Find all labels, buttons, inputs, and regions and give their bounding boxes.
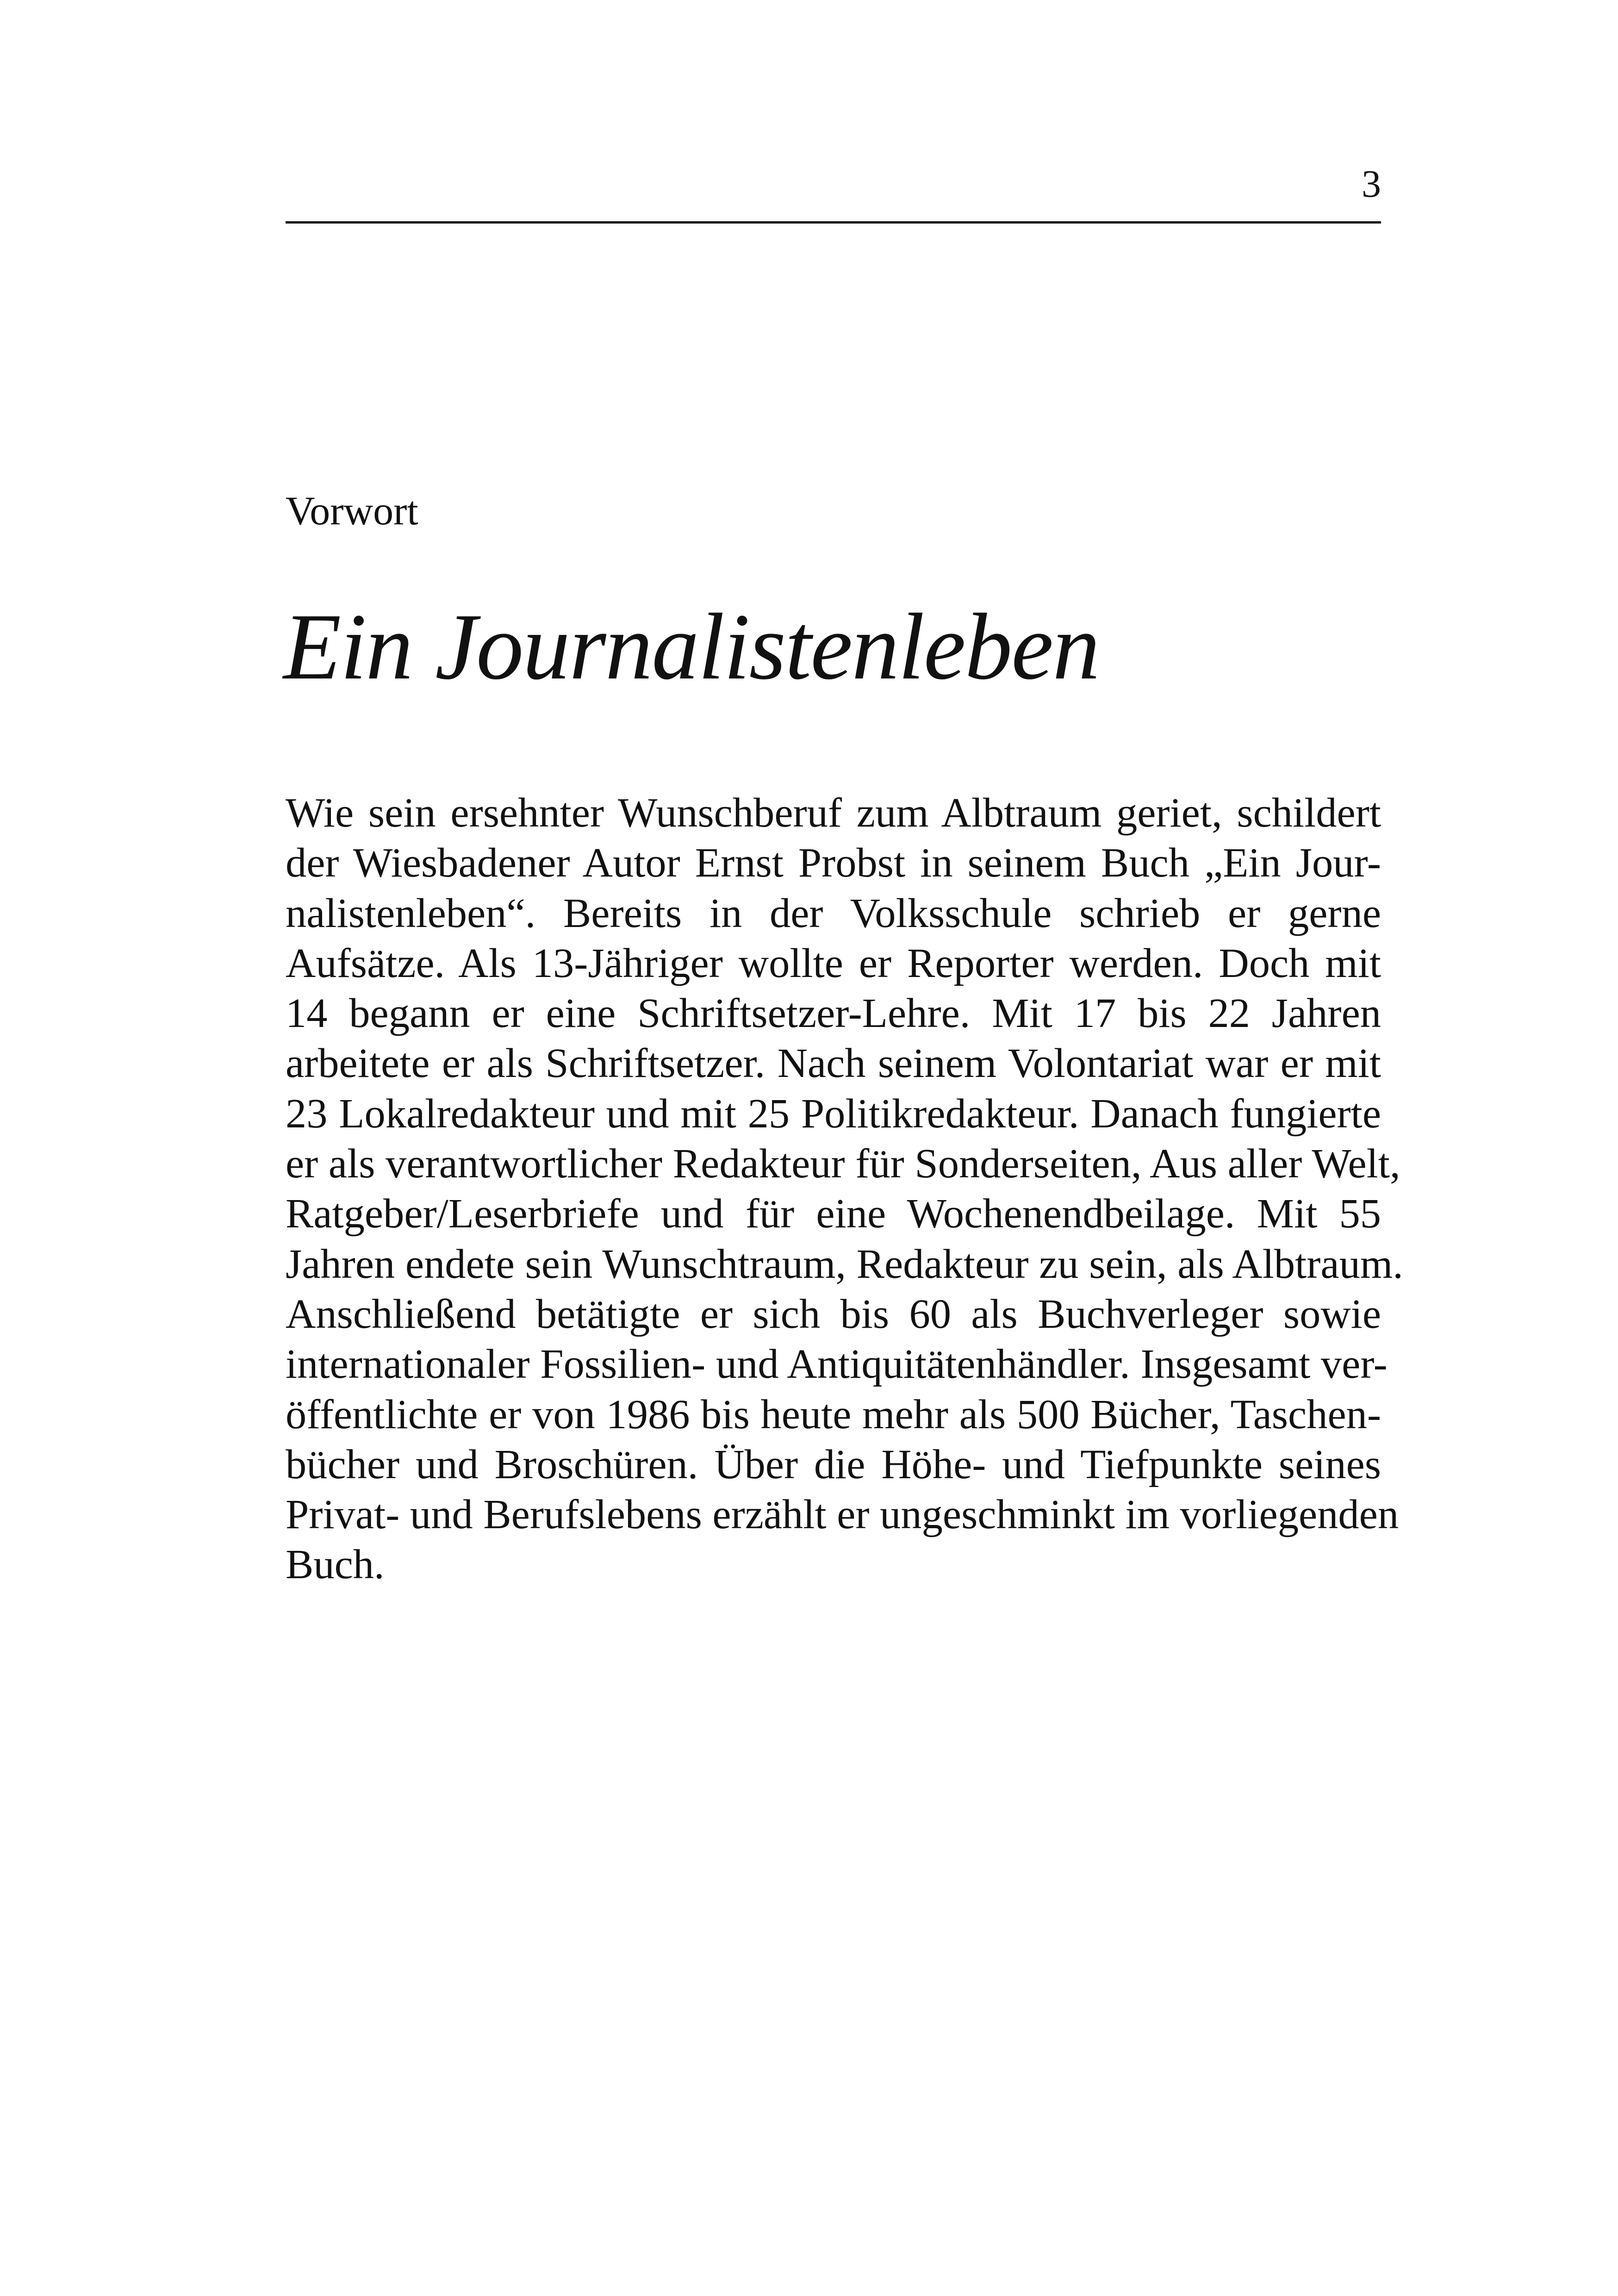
body-line: 14 begann er eine Schriftsetzer-Lehre. Mit 17 bis 22 Jahren [286, 989, 1381, 1037]
body-line: Jahren endete sein Wunschtraum, Redakteur zu sein, als Albtraum. [286, 1240, 1403, 1287]
body-paragraph [286, 788, 1403, 1590]
page-number: 3 [1362, 162, 1381, 205]
body-line: er als verantwortlicher Redakteur für Sonderseiten, Aus aller Welt, [286, 1140, 1400, 1187]
body-line: Buch. [286, 1541, 385, 1588]
body-line: nalistenleben“. Bereits in der Volksschule schrieb er gerne [286, 889, 1381, 936]
body-line: internationaler Fossilien- und Antiquitätenhändler. Insgesamt ver- [286, 1340, 1388, 1388]
body-line: Aufsätze. Als 13-Jähriger wollte er Reporter werden. Doch mit [286, 939, 1381, 986]
body-line: der Wiesbadener Autor Ernst Probst in seinem Buch „Ein Jour- [286, 839, 1381, 886]
body-line: Anschließend betätigte er sich bis 60 als Buchverleger sowie [286, 1290, 1381, 1337]
body-line: Ratgeber/Leserbriefe und für eine Wochenendbeilage. Mit 55 [286, 1190, 1381, 1237]
body-line: öffentlichte er von 1986 bis heute mehr als 500 Bücher, Taschen- [286, 1390, 1381, 1437]
header-rule [286, 221, 1381, 224]
chapter-title: Ein Journalistenleben [283, 594, 1099, 699]
body-line: Wie sein ersehnter Wunschberuf zum Albtraum geriet, schildert [286, 789, 1381, 836]
body-line: bücher und Broschüren. Über die Höhe- und Tiefpunkte seines [286, 1440, 1381, 1487]
body-line: Privat- und Berufslebens erzählt er ungeschminkt im vorliegenden [286, 1491, 1399, 1538]
body-line: arbeitete er als Schriftsetzer. Nach seinem Volontariat war er mit [286, 1039, 1381, 1087]
body-line: 23 Lokalredakteur und mit 25 Politikredakteur. Danach fungierte [286, 1089, 1381, 1137]
section-label: Vorwort [286, 489, 418, 534]
